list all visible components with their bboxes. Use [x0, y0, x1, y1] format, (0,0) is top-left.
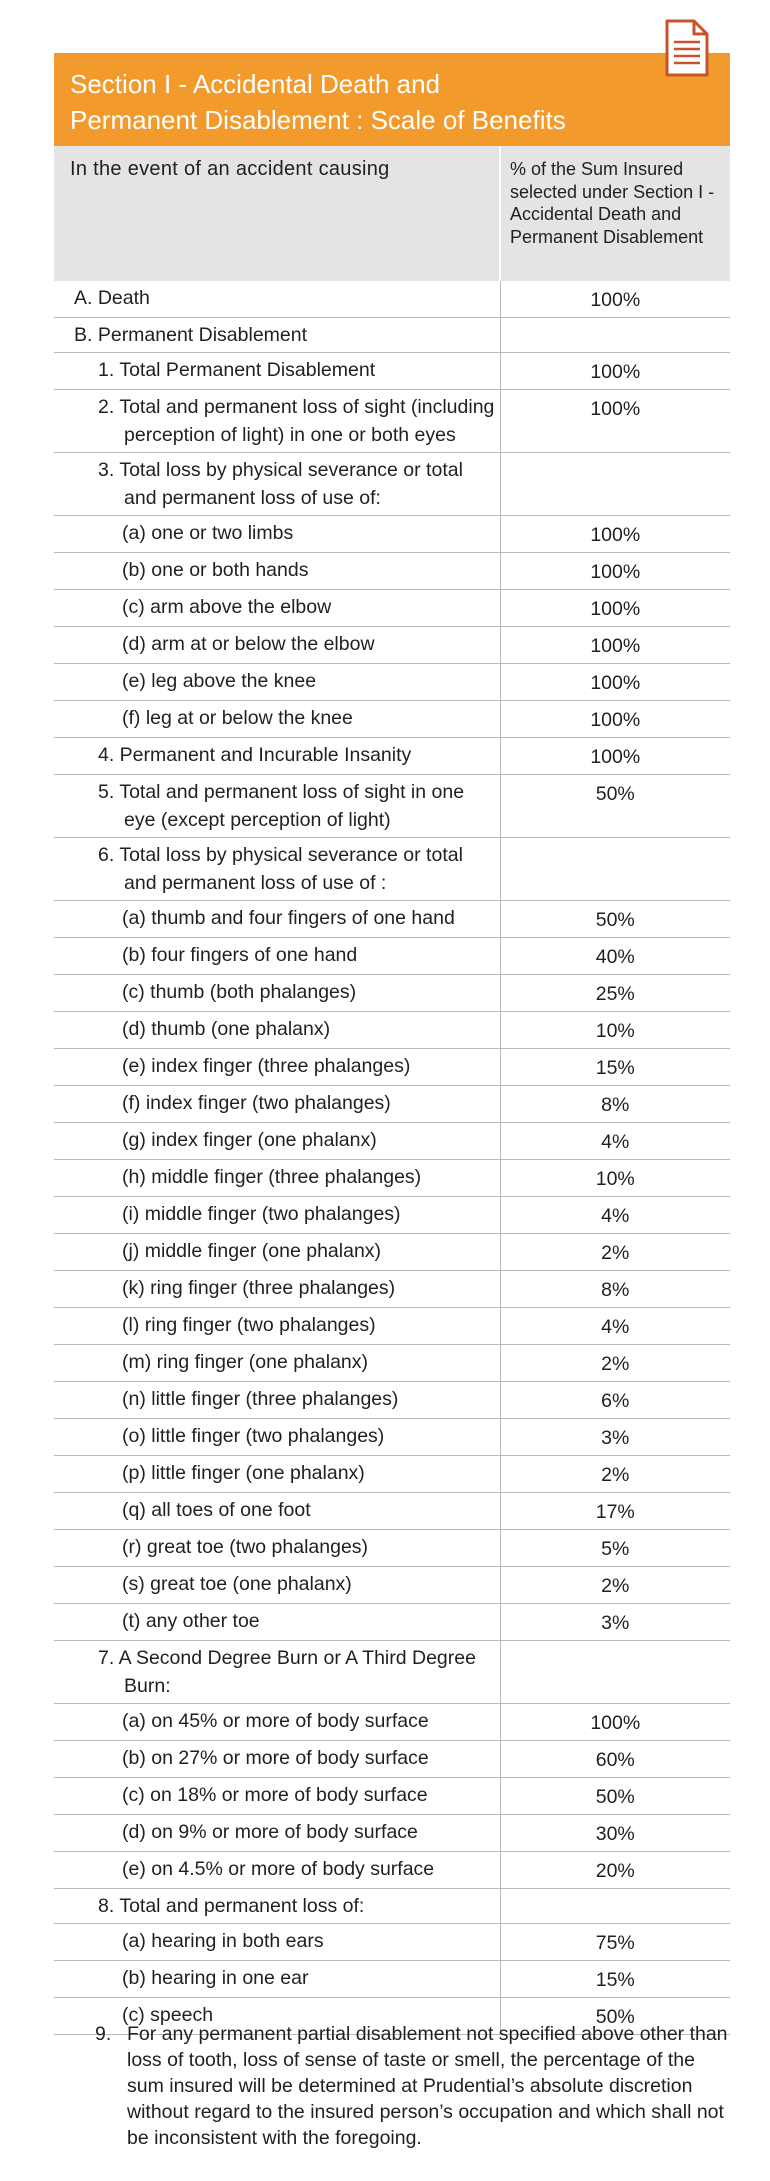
- table-row: [54, 1197, 730, 1234]
- row-percentage: 15%: [500, 1961, 730, 1998]
- row-label-cell: [54, 627, 500, 664]
- row-label-cell: [54, 1961, 500, 1998]
- row-percentage: 40%: [500, 938, 730, 975]
- row-label-cell: [54, 590, 500, 627]
- row-label-cell: [54, 281, 500, 318]
- row-label-cell: [54, 1778, 500, 1815]
- table-row: [54, 1567, 730, 1604]
- table-row: [54, 1778, 730, 1815]
- row-percentage: 100%: [500, 738, 730, 775]
- row-label-cell: [54, 453, 500, 516]
- row-percentage: 8%: [500, 1086, 730, 1123]
- row-label-cell: [54, 1530, 500, 1567]
- col-header-event: In the event of an accident causing: [54, 146, 500, 281]
- row-label-cell: [54, 1604, 500, 1641]
- row-label: 4. Permanent and Incurable Insanity: [98, 744, 412, 766]
- row-label: (b) four fingers of one hand: [122, 944, 358, 966]
- table-row: [54, 1049, 730, 1086]
- section-title-line1: Section I - Accidental Death and: [70, 69, 441, 99]
- row-label-cell: [54, 1086, 500, 1123]
- row-label-cell: [54, 1308, 500, 1345]
- row-percentage: 8%: [500, 1271, 730, 1308]
- row-label: (f) leg at or below the knee: [122, 707, 353, 729]
- row-label-cell: [54, 553, 500, 590]
- row-label: (d) on 9% or more of body surface: [122, 1821, 418, 1843]
- row-percentage: 50%: [500, 775, 730, 838]
- row-percentage: 100%: [500, 390, 730, 453]
- row-label: (j) middle finger (one phalanx): [122, 1240, 382, 1262]
- table-row: [54, 590, 730, 627]
- row-percentage: 50%: [500, 901, 730, 938]
- row-label: (e) index finger (three phalanges): [122, 1055, 411, 1077]
- table-row: [54, 516, 730, 553]
- row-percentage: 30%: [500, 1815, 730, 1852]
- row-percentage: 4%: [500, 1123, 730, 1160]
- row-label-cell: [54, 353, 500, 390]
- row-label-cell: [54, 1382, 500, 1419]
- table-row: [54, 1382, 730, 1419]
- row-percentage: 100%: [500, 553, 730, 590]
- document-icon[interactable]: [664, 18, 710, 78]
- row-label-cell: [54, 1889, 500, 1924]
- table-row: [54, 775, 730, 838]
- row-percentage: 25%: [500, 975, 730, 1012]
- row-percentage: [500, 838, 730, 901]
- table-header-row: [54, 146, 730, 281]
- table-row: [54, 453, 730, 516]
- row-label-cell: [54, 1345, 500, 1382]
- table-row: [54, 701, 730, 738]
- table-row: [54, 1308, 730, 1345]
- table-row: [54, 318, 730, 353]
- table-row: [54, 1456, 730, 1493]
- table-row: [54, 1704, 730, 1741]
- table-row: [54, 1271, 730, 1308]
- row-label: 3. Total loss by physical severance or total and permanent loss of use of:: [98, 459, 463, 509]
- row-label: 8. Total and permanent loss of:: [98, 1895, 365, 1917]
- footnote-number: 9.: [95, 2023, 112, 2045]
- row-percentage: 2%: [500, 1567, 730, 1604]
- row-label: A. Death: [74, 287, 150, 309]
- row-label-cell: [54, 516, 500, 553]
- row-label-cell: [54, 1419, 500, 1456]
- row-label: (a) hearing in both ears: [122, 1930, 324, 1952]
- row-label: (r) great toe (two phalanges): [122, 1536, 369, 1558]
- row-percentage: [500, 1641, 730, 1704]
- table-row: [54, 1815, 730, 1852]
- row-percentage: [500, 453, 730, 516]
- row-label-cell: [54, 390, 500, 453]
- row-percentage: 3%: [500, 1419, 730, 1456]
- row-percentage: 100%: [500, 590, 730, 627]
- table-row: [54, 975, 730, 1012]
- row-label-cell: [54, 1815, 500, 1852]
- row-percentage: 100%: [500, 664, 730, 701]
- row-label: (a) one or two limbs: [122, 522, 294, 544]
- row-label: (l) ring finger (two phalanges): [122, 1314, 376, 1336]
- row-percentage: 100%: [500, 627, 730, 664]
- row-label-cell: [54, 1493, 500, 1530]
- row-label: (q) all toes of one foot: [122, 1499, 311, 1521]
- table-row: [54, 1123, 730, 1160]
- row-percentage: 5%: [500, 1530, 730, 1567]
- row-percentage: 17%: [500, 1493, 730, 1530]
- table-row: [54, 838, 730, 901]
- table-row: [54, 1741, 730, 1778]
- row-label: (a) thumb and four fingers of one hand: [122, 907, 455, 929]
- row-percentage: 100%: [500, 516, 730, 553]
- row-percentage: 15%: [500, 1049, 730, 1086]
- row-percentage: 6%: [500, 1382, 730, 1419]
- row-label: (c) thumb (both phalanges): [122, 981, 357, 1003]
- table-row: [54, 1345, 730, 1382]
- row-label: (h) middle finger (three phalanges): [122, 1166, 422, 1188]
- row-percentage: [500, 1889, 730, 1924]
- row-label: (d) thumb (one phalanx): [122, 1018, 331, 1040]
- row-label: (m) ring finger (one phalanx): [122, 1351, 369, 1373]
- row-label-cell: [54, 701, 500, 738]
- table-row: [54, 1012, 730, 1049]
- table-row: [54, 1852, 730, 1889]
- benefits-table: [54, 146, 730, 2035]
- row-label: 5. Total and permanent loss of sight in one eye (except perception of light): [98, 781, 465, 831]
- row-label: 6. Total loss by physical severance or total and permanent loss of use of :: [98, 844, 463, 894]
- row-percentage: 4%: [500, 1197, 730, 1234]
- table-row: [54, 1160, 730, 1197]
- footnote: [95, 2021, 735, 2151]
- row-label-cell: [54, 838, 500, 901]
- row-label: (b) one or both hands: [122, 559, 309, 581]
- row-label-cell: [54, 1049, 500, 1086]
- row-label: B. Permanent Disablement: [74, 324, 308, 346]
- row-label: (b) hearing in one ear: [122, 1967, 309, 1989]
- table-row: [54, 1924, 730, 1961]
- row-label-cell: [54, 1271, 500, 1308]
- row-label-cell: [54, 1012, 500, 1049]
- row-percentage: 2%: [500, 1345, 730, 1382]
- row-percentage: 10%: [500, 1160, 730, 1197]
- table-row: [54, 1086, 730, 1123]
- row-label-cell: [54, 975, 500, 1012]
- table-row: [54, 390, 730, 453]
- row-label-cell: [54, 318, 500, 353]
- row-label: (k) ring finger (three phalanges): [122, 1277, 396, 1299]
- row-percentage: 2%: [500, 1456, 730, 1493]
- row-label-cell: [54, 1456, 500, 1493]
- row-label: (f) index finger (two phalanges): [122, 1092, 391, 1114]
- section-title-line2: Permanent Disablement : Scale of Benefits: [70, 105, 566, 135]
- table-row: [54, 353, 730, 390]
- row-label: (c) arm above the elbow: [122, 596, 332, 618]
- table-row: [54, 1604, 730, 1641]
- row-label-cell: [54, 1924, 500, 1961]
- row-label: (s) great toe (one phalanx): [122, 1573, 352, 1595]
- row-percentage: [500, 318, 730, 353]
- row-label: (b) on 27% or more of body surface: [122, 1747, 429, 1769]
- row-label: (c) on 18% or more of body surface: [122, 1784, 428, 1806]
- table-row: [54, 627, 730, 664]
- footnote-text: For any permanent partial disablement not specified above other than loss of tooth, loss of sense of taste or smell, the percentage of the sum insured will be determined at Prudential’s absolute discretion without regard to the insured person’s occupation and which shall not be inconsistent with the foregoing.: [127, 2023, 728, 2149]
- row-label: 7. A Second Degree Burn or A Third Degree Burn:: [98, 1647, 476, 1697]
- row-percentage: 10%: [500, 1012, 730, 1049]
- row-label: (e) leg above the knee: [122, 670, 317, 692]
- row-label: (p) little finger (one phalanx): [122, 1462, 365, 1484]
- row-label-cell: [54, 738, 500, 775]
- row-label-cell: [54, 1123, 500, 1160]
- row-label: 1. Total Permanent Disablement: [98, 359, 376, 381]
- row-label-cell: [54, 901, 500, 938]
- row-label-cell: [54, 1197, 500, 1234]
- section-header: [54, 53, 730, 146]
- row-label-cell: [54, 1160, 500, 1197]
- row-percentage: 75%: [500, 1924, 730, 1961]
- row-percentage: 4%: [500, 1308, 730, 1345]
- table-row: [54, 938, 730, 975]
- table-row: [54, 1419, 730, 1456]
- row-percentage: 2%: [500, 1234, 730, 1271]
- row-label: (e) on 4.5% or more of body surface: [122, 1858, 435, 1880]
- table-row: [54, 281, 730, 318]
- row-label: (o) little finger (two phalanges): [122, 1425, 385, 1447]
- row-label-cell: [54, 1741, 500, 1778]
- row-percentage: 100%: [500, 353, 730, 390]
- table-row: [54, 901, 730, 938]
- row-percentage: 20%: [500, 1852, 730, 1889]
- row-label-cell: [54, 775, 500, 838]
- row-label-cell: [54, 664, 500, 701]
- table-row: [54, 1493, 730, 1530]
- row-percentage: 100%: [500, 281, 730, 318]
- row-percentage: 100%: [500, 1704, 730, 1741]
- row-label-cell: [54, 1641, 500, 1704]
- table-row: [54, 1889, 730, 1924]
- row-label: (c) speech: [122, 2004, 214, 2026]
- row-label: (t) any other toe: [122, 1610, 260, 1632]
- table-row: [54, 664, 730, 701]
- row-percentage: 50%: [500, 1778, 730, 1815]
- row-label-cell: [54, 1567, 500, 1604]
- col-header-percentage: % of the Sum Insured selected under Section I - Accidental Death and Permanent Disablement: [500, 146, 730, 281]
- table-row: [54, 1961, 730, 1998]
- row-label-cell: [54, 938, 500, 975]
- row-percentage: 60%: [500, 1741, 730, 1778]
- row-label-cell: [54, 1234, 500, 1271]
- row-label: (n) little finger (three phalanges): [122, 1388, 399, 1410]
- row-percentage: 3%: [500, 1604, 730, 1641]
- row-label: (d) arm at or below the elbow: [122, 633, 375, 655]
- row-label-cell: [54, 1704, 500, 1741]
- table-row: [54, 1530, 730, 1567]
- row-label: (g) index finger (one phalanx): [122, 1129, 377, 1151]
- table-row: [54, 1234, 730, 1271]
- row-label: (i) middle finger (two phalanges): [122, 1203, 401, 1225]
- row-percentage: 100%: [500, 701, 730, 738]
- row-percentage: 50%: [500, 1998, 730, 2035]
- table-row: [54, 553, 730, 590]
- table-row: [54, 738, 730, 775]
- row-label-cell: [54, 1852, 500, 1889]
- table-row: [54, 1641, 730, 1704]
- row-label: (a) on 45% or more of body surface: [122, 1710, 429, 1732]
- row-label: 2. Total and permanent loss of sight (including perception of light) in one or both eyes: [98, 396, 495, 446]
